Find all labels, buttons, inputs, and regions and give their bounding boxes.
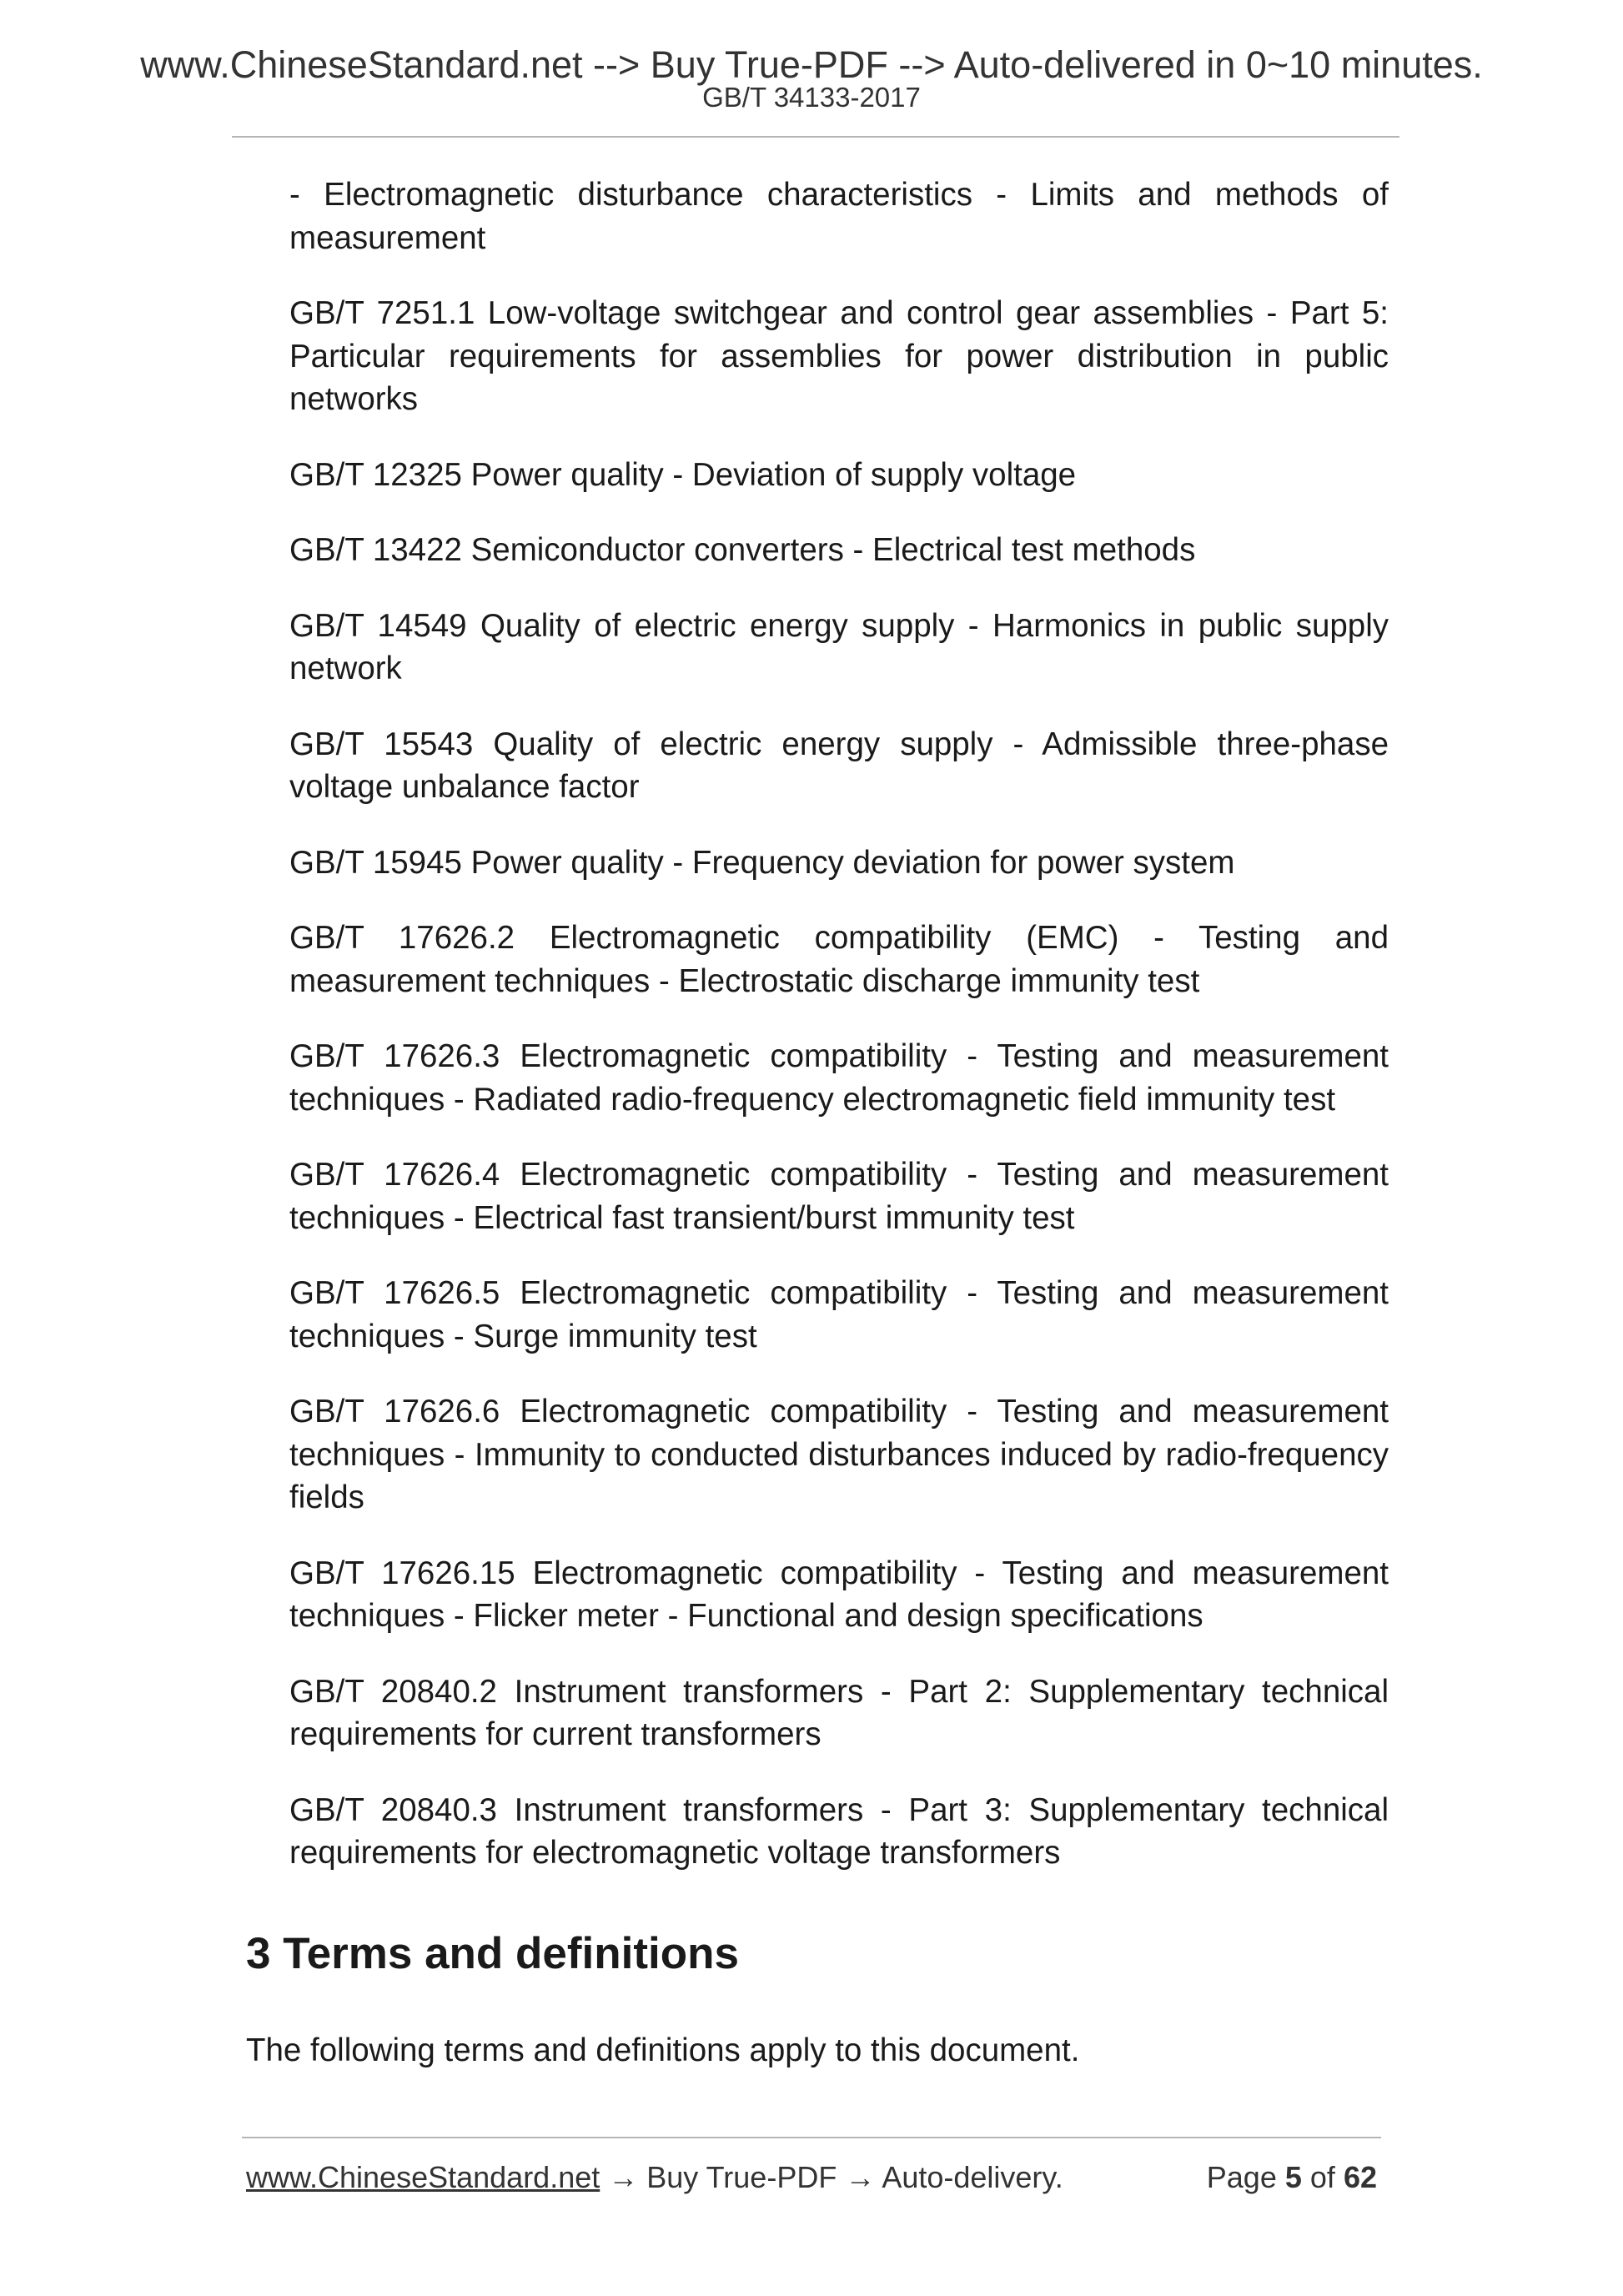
section-heading: 3 Terms and definitions <box>246 1929 739 1978</box>
footer-links <box>246 2159 1063 2196</box>
reference-item: - Electromagnetic disturbance characteristics - Limits and methods of measurement <box>289 177 1389 256</box>
page-total: 62 <box>1343 2160 1377 2194</box>
reference-item: GB/T 15543 Quality of electric energy supply - Admissible three-phase voltage unbalance factor <box>289 726 1389 805</box>
footer-tagline: → Buy True-PDF → Auto-delivery. <box>600 2160 1063 2194</box>
footer-site-link[interactable]: www.ChineseStandard.net <box>246 2160 600 2194</box>
site-banner[interactable]: www.ChineseStandard.net --> Buy True-PDF --> Auto-delivered in 0~10 minutes. <box>140 43 1483 86</box>
reference-item: GB/T 17626.2 Electromagnetic compatibility (EMC) - Testing and measurement techniques - Electrostatic discharge immunity test <box>289 920 1389 999</box>
standard-code: GB/T 34133-2017 <box>702 82 921 113</box>
reference-item: GB/T 20840.2 Instrument transformers - Part 2: Supplementary technical requirements for current transformers <box>289 1673 1389 1752</box>
reference-item: GB/T 17626.6 Electromagnetic compatibility - Testing and measurement techniques - Immunity to conducted disturbances induced by radio-frequency fields <box>289 1394 1389 1515</box>
page-label: Page <box>1206 2160 1277 2194</box>
reference-item: GB/T 17626.15 Electromagnetic compatibility - Testing and measurement techniques - Flicker meter - Functional and design specifications <box>289 1555 1389 1634</box>
reference-item: GB/T 20840.3 Instrument transformers - Part 3: Supplementary technical requirements for electromagnetic voltage transformers <box>289 1791 1389 1871</box>
reference-item: GB/T 17626.4 Electromagnetic compatibility - Testing and measurement techniques - Electrical fast transient/burst immunity test <box>289 1157 1389 1236</box>
reference-item: GB/T 17626.5 Electromagnetic compatibility - Testing and measurement techniques - Surge immunity test <box>289 1275 1389 1354</box>
normative-references-list <box>289 173 1389 1907</box>
of-label: of <box>1309 2160 1335 2194</box>
reference-item: GB/T 12325 Power quality - Deviation of supply voltage <box>289 456 1077 493</box>
page-indicator <box>1207 2159 1377 2196</box>
header-divider <box>232 136 1399 138</box>
reference-item: GB/T 15945 Power quality - Frequency deviation for power system <box>289 844 1235 881</box>
footer-divider <box>242 2137 1381 2138</box>
reference-item: GB/T 13422 Semiconductor converters - Electrical test methods <box>289 532 1196 568</box>
section-intro: The following terms and definitions apply to this document. <box>246 2032 1080 2068</box>
reference-item: GB/T 14549 Quality of electric energy supply - Harmonics in public supply network <box>289 607 1389 686</box>
page-number: 5 <box>1284 2160 1302 2194</box>
reference-item: GB/T 7251.1 Low-voltage switchgear and control gear assemblies - Part 5: Particular requirements for assemblies for power distribution in public networks <box>289 295 1389 417</box>
reference-item: GB/T 17626.3 Electromagnetic compatibility - Testing and measurement techniques - Radiated radio-frequency electromagnetic field immunity test <box>289 1038 1389 1118</box>
